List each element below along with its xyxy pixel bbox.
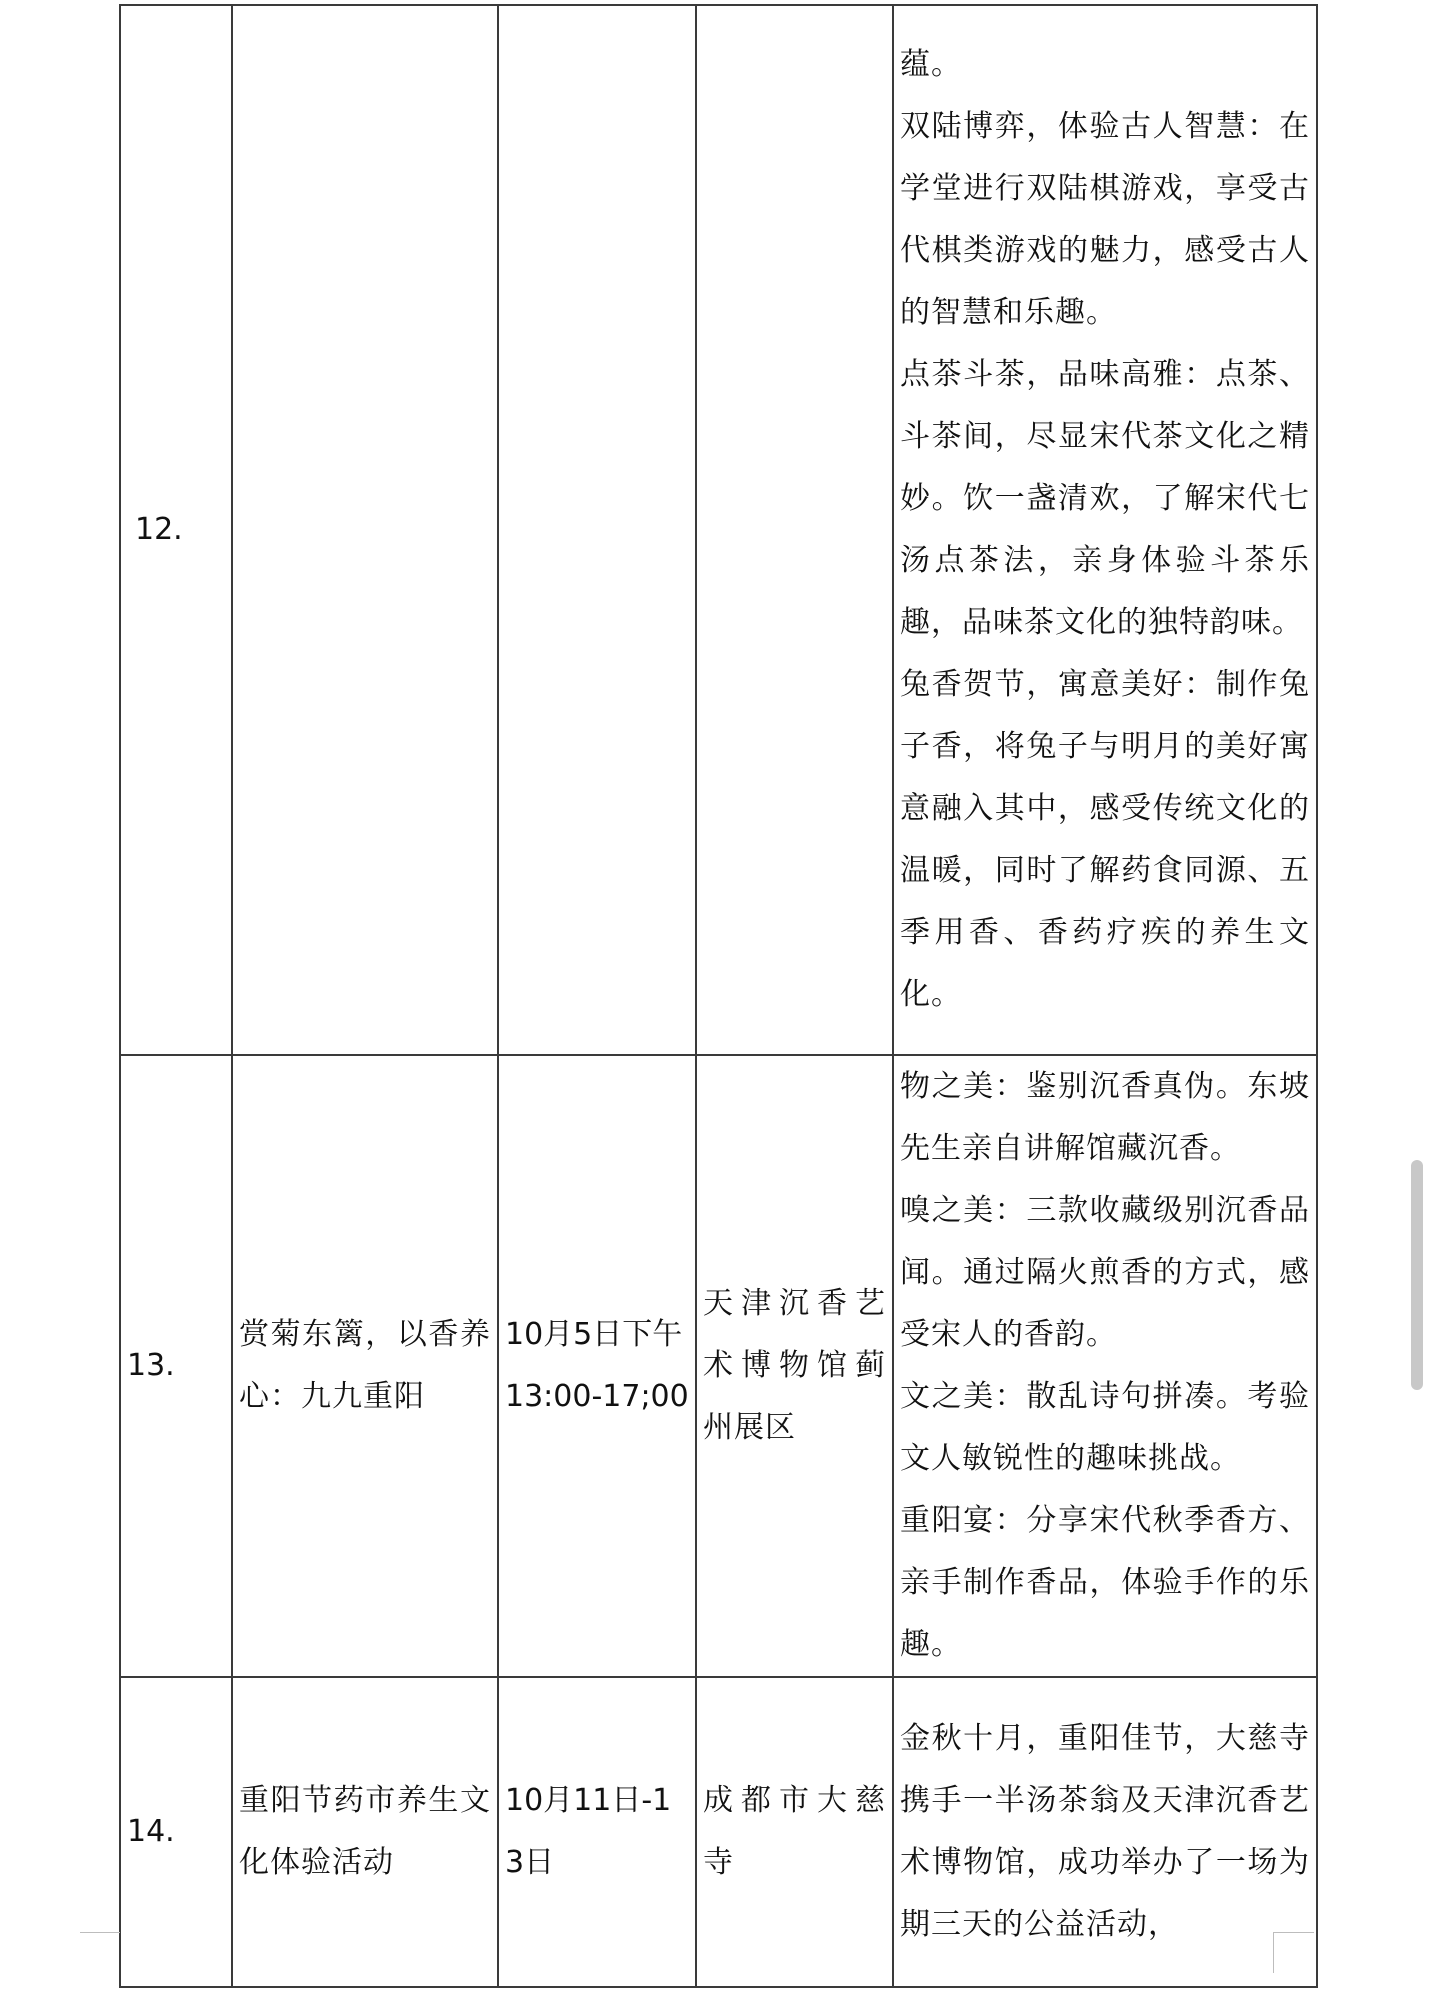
- activity-table: [119, 4, 1318, 1988]
- activity-name-cell: [232, 5, 498, 1055]
- row-number-text: 12.: [135, 512, 183, 547]
- table-row: [120, 1055, 1317, 1677]
- description-paragraph: 物之美：鉴别沉香真伪。东坡先生亲自讲解馆藏沉香。: [900, 1069, 1310, 1166]
- activity-description-cell: [893, 1677, 1317, 1987]
- activity-name-cell: [232, 1677, 498, 1987]
- table-row: [120, 1677, 1317, 1987]
- description-paragraph: 文之美：散乱诗句拼凑。考验文人敏锐性的趣味挑战。: [900, 1379, 1310, 1476]
- row-number-text: 13.: [127, 1348, 175, 1383]
- activity-time-cell: [498, 1055, 696, 1677]
- activity-time-cell: [498, 1677, 696, 1987]
- activity-location: 成都市大慈寺: [703, 1783, 886, 1880]
- table-row: [120, 5, 1317, 1055]
- row-number: [120, 1055, 232, 1677]
- activity-name: 赏菊东篱，以香养心：九九重阳: [239, 1317, 491, 1414]
- activity-time-cell: [498, 5, 696, 1055]
- page-corner-mark-left: [80, 1932, 120, 1973]
- page-corner-mark-right: [1273, 1932, 1314, 1973]
- row-number: [120, 1677, 232, 1987]
- activity-name: 重阳节药市养生文化体验活动: [239, 1783, 491, 1880]
- description-paragraph: 重阳宴：分享宋代秋季香方、亲手制作香品，体验手作的乐趣。: [900, 1503, 1310, 1662]
- description-paragraph: 双陆博弈，体验古人智慧：在学堂进行双陆棋游戏，享受古代棋类游戏的魅力，感受古人的智慧和乐趣。: [900, 109, 1310, 330]
- description-paragraph: 兔香贺节，寓意美好：制作兔子香，将兔子与明月的美好寓意融入其中，感受传统文化的温暖，同时了解药食同源、五季用香、香药疗疾的养生文化。: [900, 667, 1310, 1012]
- activity-location: 天津沉香艺术博物馆蓟州展区: [703, 1286, 886, 1445]
- description-paragraph: 金秋十月，重阳佳节，大慈寺携手一半汤茶翁及天津沉香艺术博物馆，成功举办了一场为期三天的公益活动，: [900, 1721, 1310, 1942]
- row-number-text: 14.: [127, 1814, 175, 1849]
- activity-location-cell: [696, 1677, 893, 1987]
- activity-time: 10月5日下午13:00-17;00: [505, 1317, 689, 1414]
- activity-description-cell: [893, 1055, 1317, 1677]
- activity-description-cell: [893, 5, 1317, 1055]
- activity-location-cell: [696, 5, 893, 1055]
- activity-name-cell: [232, 1055, 498, 1677]
- description-paragraph: 嗅之美：三款收藏级别沉香品闻。通过隔火煎香的方式，感受宋人的香韵。: [900, 1193, 1310, 1352]
- vertical-scrollbar[interactable]: [1411, 1160, 1423, 1390]
- activity-time: 10月11日-13日: [505, 1783, 672, 1880]
- activity-location-cell: [696, 1055, 893, 1677]
- row-number: [120, 5, 232, 1055]
- description-paragraph: 点茶斗茶，品味高雅：点茶、斗茶间，尽显宋代茶文化之精妙。饮一盏清欢，了解宋代七汤点茶法，亲身体验斗茶乐趣，品味茶文化的独特韵味。: [900, 357, 1310, 640]
- description-paragraph: 蕴。: [900, 47, 962, 82]
